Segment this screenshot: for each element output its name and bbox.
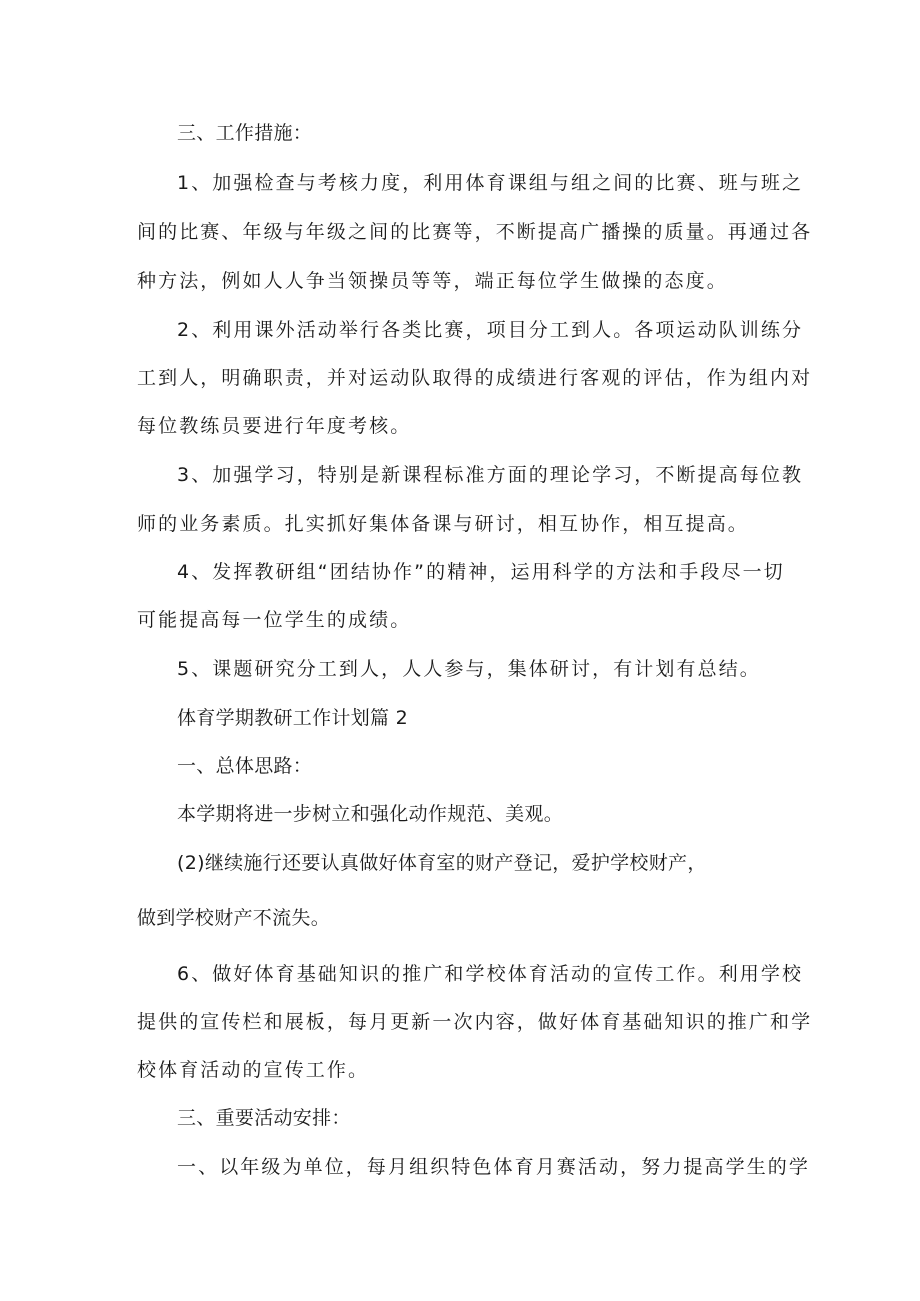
paragraph-line: 1、加强检查与考核力度，利用体育课组与组之间的比赛、班与班之 [177,172,804,194]
paragraph-line: 提供的宣传栏和展板，每月更新一次内容，做好体育基础知识的推广和学 [137,1011,813,1033]
section-heading-overall-approach: 一、总体思路： [177,755,313,777]
paragraph-line: 本学期将进一步树立和强化动作规范、美观。 [177,803,564,825]
paragraph-line: 校体育活动的宣传工作。 [137,1059,370,1081]
paragraph-line: 一、以年级为单位，每月组织特色体育月赛活动，努力提高学生的学 [177,1156,811,1178]
paragraph-line: 师的业务素质。扎实抓好集体备课与研讨，相互协作，相互提高。 [137,513,749,535]
paragraph-line: 工到人，明确职责，并对运动队取得的成绩进行客观的评估，作为组内对 [137,367,813,389]
paragraph-line: 6、做好体育基础知识的推广和学校体育活动的宣传工作。利用学校 [177,963,804,985]
section-heading-activities: 三、重要活动安排： [177,1107,351,1129]
paragraph-line: 每位教练员要进行年度考核。 [137,415,412,437]
paragraph-line: 2、利用课外活动举行各类比赛，项目分工到人。各项运动队训练分 [177,319,804,341]
paragraph-line: 4、发挥教研组“团结协作”的精神，运用科学的方法和手段尽一切 [177,561,785,583]
paragraph-line: 间的比赛、年级与年级之间的比赛等，不断提高广播操的质量。再通过各 [137,221,813,243]
section-heading-work-measures: 三、工作措施： [177,122,313,144]
paragraph-line: 可能提高每一位学生的成绩。 [137,609,412,631]
paragraph-line: (2)继续施行还要认真做好体育室的财产登记，爱护学校财产， [177,852,707,874]
paragraph-line: 种方法，例如人人争当领操员等等，端正每位学生做操的态度。 [137,270,728,292]
article-title: 体育学期教研工作计划篇 2 [177,707,409,729]
paragraph-line: 5、课题研究分工到人，人人参与，集体研讨，有计划有总结。 [177,658,761,680]
paragraph-line: 做到学校财产不流失。 [137,907,331,929]
paragraph-line: 3、加强学习，特别是新课程标准方面的理论学习，不断提高每位教 [177,464,804,486]
